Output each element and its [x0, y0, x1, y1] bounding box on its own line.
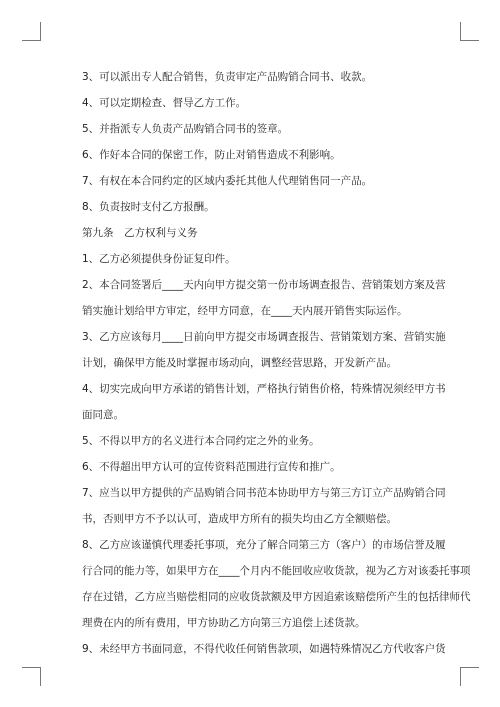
clause-line: 4、可以定期检查、督导乙方工作。	[82, 97, 247, 109]
section-heading: 第九条 乙方权利与义务	[82, 227, 198, 239]
document-body	[82, 64, 471, 662]
clause-line: 4、切实完成向甲方承诺的销售计划，严格执行销售价格，特殊情况须经甲方书	[82, 383, 446, 395]
clause-line: 3、可以派出专人配合销售，负责审定产品购销合同书、收款。	[82, 71, 373, 83]
clause-line: 理费在内的所有费用，甲方协助乙方向第三方追偿上述货款。	[82, 617, 366, 629]
clause-line: 计划，确保甲方能及时掌握市场动向，调整经营思路，开发新产品。	[82, 357, 397, 369]
clause-line: 1、乙方必须提供身份证复印件。	[82, 253, 236, 265]
crop-mark-top-right	[460, 22, 479, 41]
clause-line: 8、负责按时支付乙方报酬。	[82, 201, 215, 213]
clause-line: 9、未经甲方书面同意，不得代收任何销售款项，如遇特殊情况乙方代收客户货	[82, 643, 446, 655]
clause-line: 6、作好本合同的保密工作，防止对销售造成不利影响。	[82, 149, 341, 161]
clause-line: 行合同的能力等，如果甲方在____个月内不能回收应收货款，视为乙方对该委托事项	[82, 565, 471, 577]
clause-line: 7、应当以甲方提供的产品购销合同书范本协助甲方与第三方订立产品购销合同	[82, 487, 446, 499]
clause-line: 3、乙方应该每月____日前向甲方提交市场调查报告、营销策划方案、营销实施	[82, 331, 446, 343]
clause-line: 销实施计划给甲方审定，经甲方同意，在____天内展开销售实际运作。	[82, 305, 408, 317]
crop-mark-bottom-left	[22, 667, 41, 686]
clause-line: 面同意。	[82, 409, 124, 421]
clause-line: 5、并指派专人负责产品购销合同书的签章。	[82, 123, 289, 135]
clause-line: 6、不得超出甲方认可的宣传资料范围进行宣传和推广。	[82, 461, 341, 473]
clause-line: 5、不得以甲方的名义进行本合同约定之外的业务。	[82, 435, 320, 447]
clause-line: 7、有权在本合同约定的区域内委托其他人代理销售同一产品。	[82, 175, 373, 187]
clause-line: 书，否则甲方不予以认可，造成甲方所有的损失均由乙方全额赔偿。	[82, 513, 397, 525]
crop-mark-top-left	[22, 22, 41, 41]
clause-line: 存在过错，乙方应当赔偿相同的应收货款额及甲方因追索该赔偿所产生的包括律师代	[82, 591, 471, 603]
clause-line: 2、本合同签署后____天内向甲方提交第一份市场调查报告、营销策划方案及营	[82, 279, 446, 291]
crop-mark-bottom-right	[460, 667, 479, 686]
clause-line: 8、乙方应该谨慎代理委托事项，充分了解合同第三方（客户）的市场信誉及履	[82, 539, 446, 551]
